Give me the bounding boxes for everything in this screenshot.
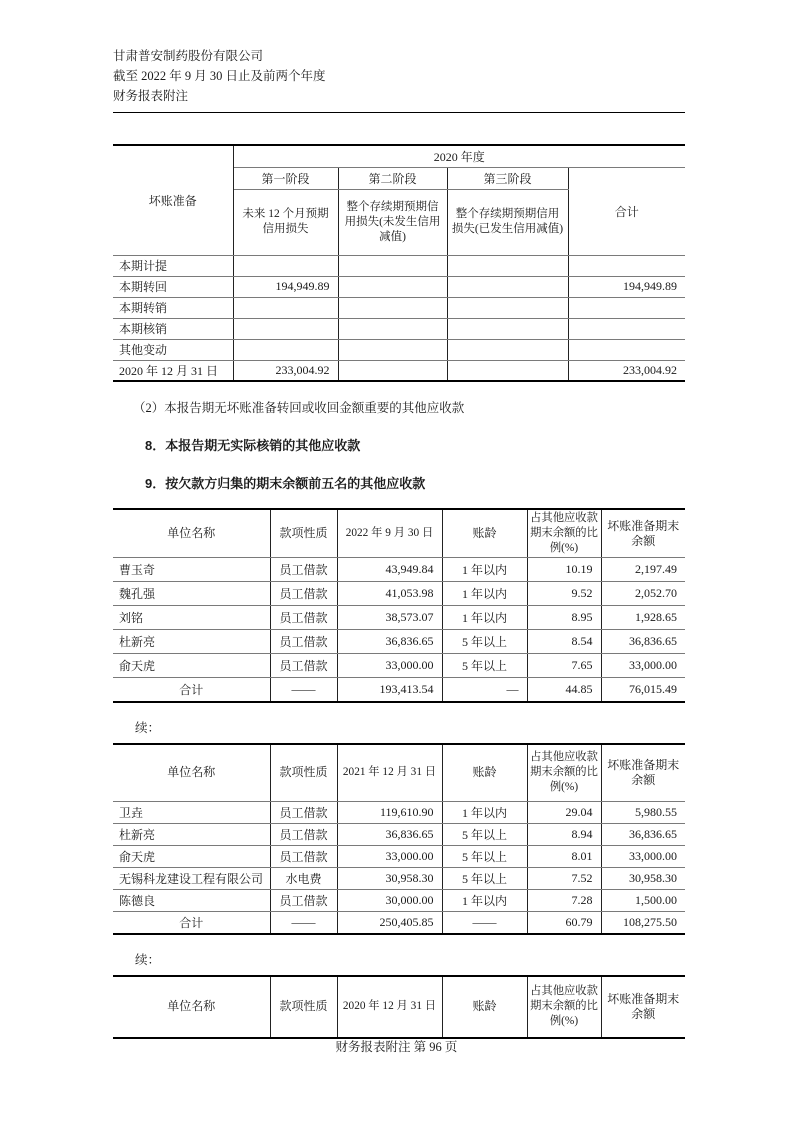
table-cell: 5 年以上 xyxy=(442,868,527,890)
column-header: 第三阶段 xyxy=(447,167,568,189)
year-header: 2020 年度 xyxy=(233,145,685,167)
bad-debt-provision-table xyxy=(113,144,685,382)
table-cell xyxy=(447,318,568,339)
table-row xyxy=(113,339,685,360)
table-row xyxy=(113,606,685,630)
column-header: 第一阶段 xyxy=(233,167,338,189)
table-header-row xyxy=(113,744,685,802)
table-cell xyxy=(338,360,447,381)
col-header-nature: 款项性质 xyxy=(270,509,337,558)
table-cell: 30,958.30 xyxy=(337,868,442,890)
document-title: 财务报表附注 xyxy=(113,89,189,103)
total-column-header: 合计 xyxy=(568,167,685,255)
table-cell: 36,836.65 xyxy=(601,824,685,846)
table-cell: 5,980.55 xyxy=(601,802,685,824)
col-header-unit-name: 单位名称 xyxy=(113,744,270,802)
col-header-provision: 坏账准备期末余额 xyxy=(601,976,685,1038)
table-cell: 2,052.70 xyxy=(601,582,685,606)
table-row xyxy=(113,276,685,297)
col-header-percent: 占其他应收款期末余额的比例(%) xyxy=(527,509,601,558)
table-cell: 杜新亮 xyxy=(113,630,270,654)
table-cell: 33,000.00 xyxy=(601,846,685,868)
table-cell: 陈德良 xyxy=(113,890,270,912)
table-cell: 1 年以内 xyxy=(442,802,527,824)
table-cell: 233,004.92 xyxy=(233,360,338,381)
table-cell: 7.65 xyxy=(527,654,601,678)
table-cell xyxy=(233,339,338,360)
row-label: 本期转销 xyxy=(113,297,233,318)
table-cell: 无锡科龙建设工程有限公司 xyxy=(113,868,270,890)
table-cell: 员工借款 xyxy=(270,802,337,824)
col-header-aging: 账龄 xyxy=(442,509,527,558)
table-cell: 5 年以上 xyxy=(442,630,527,654)
table-cell xyxy=(447,339,568,360)
top5-table-2020 xyxy=(113,975,685,1039)
table-header-row xyxy=(113,976,685,1038)
table-cell: 1 年以内 xyxy=(442,606,527,630)
column-header: 第二阶段 xyxy=(338,167,447,189)
table-cell: 7.28 xyxy=(527,890,601,912)
column-header: 整个存续期预期信用损失(未发生信用减值) xyxy=(338,189,447,255)
row-label: 其他变动 xyxy=(113,339,233,360)
table-row xyxy=(113,802,685,824)
table-cell: 员工借款 xyxy=(270,890,337,912)
col-header-percent: 占其他应收款期末余额的比例(%) xyxy=(527,976,601,1038)
table-cell: 60.79 xyxy=(527,912,601,934)
note-no-reversal: （2）本报告期无坏账准备转回或收回金额重要的其他应收款 xyxy=(133,401,465,415)
table-cell: 杜新亮 xyxy=(113,824,270,846)
table-cell: 9.52 xyxy=(527,582,601,606)
col-header-date: 2022 年 9 月 30 日 xyxy=(337,509,442,558)
table-cell: 1,928.65 xyxy=(601,606,685,630)
table-row xyxy=(113,890,685,912)
table-cell: 员工借款 xyxy=(270,654,337,678)
table-cell: 刘铭 xyxy=(113,606,270,630)
table-cell: 魏孔强 xyxy=(113,582,270,606)
table-row xyxy=(113,654,685,678)
total-row xyxy=(113,678,685,702)
table-cell: 194,949.89 xyxy=(568,276,685,297)
table-cell: 员工借款 xyxy=(270,824,337,846)
table-cell: —— xyxy=(270,912,337,934)
report-period: 截至 2022 年 9 月 30 日止及前两个年度 xyxy=(113,69,326,83)
table-cell xyxy=(447,360,568,381)
table-cell: 44.85 xyxy=(527,678,601,702)
row-label: 本期核销 xyxy=(113,318,233,339)
heading-8: 8．本报告期无实际核销的其他应收款 xyxy=(145,438,361,453)
table-cell: 曹玉奇 xyxy=(113,558,270,582)
table-cell: 5 年以上 xyxy=(442,654,527,678)
table-cell: 30,000.00 xyxy=(337,890,442,912)
table-cell: 俞天虎 xyxy=(113,846,270,868)
table-cell xyxy=(233,255,338,276)
table-row xyxy=(113,824,685,846)
col-header-nature: 款项性质 xyxy=(270,976,337,1038)
table-row xyxy=(113,145,685,167)
top5-table-2022 xyxy=(113,508,685,703)
table-cell: 108,275.50 xyxy=(601,912,685,934)
table-cell: 5 年以上 xyxy=(442,824,527,846)
table-cell: 36,836.65 xyxy=(601,630,685,654)
table-cell: 33,000.00 xyxy=(337,846,442,868)
table-row xyxy=(113,846,685,868)
continuation-label: 续： xyxy=(135,952,161,967)
col-header-provision: 坏账准备期末余额 xyxy=(601,509,685,558)
table-row xyxy=(113,558,685,582)
col-header-aging: 账龄 xyxy=(442,744,527,802)
table-cell: 员工借款 xyxy=(270,582,337,606)
col-header-unit-name: 单位名称 xyxy=(113,509,270,558)
table-cell xyxy=(338,255,447,276)
col-header-percent: 占其他应收款期末余额的比例(%) xyxy=(527,744,601,802)
table-cell: 8.01 xyxy=(527,846,601,868)
table-cell: 8.95 xyxy=(527,606,601,630)
table-cell: 卫垚 xyxy=(113,802,270,824)
table-cell: —— xyxy=(442,912,527,934)
table-cell: 193,413.54 xyxy=(337,678,442,702)
table-cell xyxy=(568,255,685,276)
table-cell: 41,053.98 xyxy=(337,582,442,606)
table-cell: 36,836.65 xyxy=(337,824,442,846)
table-row xyxy=(113,318,685,339)
table-cell xyxy=(338,276,447,297)
table-row xyxy=(113,255,685,276)
table-cell xyxy=(338,297,447,318)
table-cell xyxy=(447,255,568,276)
table-cell: 233,004.92 xyxy=(568,360,685,381)
table-cell xyxy=(568,339,685,360)
continuation-label: 续： xyxy=(135,720,161,735)
table-cell: 员工借款 xyxy=(270,558,337,582)
page-footer: 财务报表附注 第 96 页 xyxy=(335,1040,458,1054)
table-cell xyxy=(568,318,685,339)
row-label: 本期计提 xyxy=(113,255,233,276)
table-row xyxy=(113,360,685,381)
table-cell: 30,958.30 xyxy=(601,868,685,890)
table-cell: 7.52 xyxy=(527,868,601,890)
table-cell: 33,000.00 xyxy=(601,654,685,678)
table-row xyxy=(113,868,685,890)
table-cell: — xyxy=(442,678,527,702)
table-cell xyxy=(338,318,447,339)
column-header: 整个存续期预期信用损失(已发生信用减值) xyxy=(447,189,568,255)
col-header-unit-name: 单位名称 xyxy=(113,976,270,1038)
table-header-row xyxy=(113,509,685,558)
table-cell xyxy=(233,318,338,339)
table-cell: 10.19 xyxy=(527,558,601,582)
table-cell: 俞天虎 xyxy=(113,654,270,678)
table-cell xyxy=(233,297,338,318)
table-cell: 194,949.89 xyxy=(233,276,338,297)
table-cell: 38,573.07 xyxy=(337,606,442,630)
table-cell: 33,000.00 xyxy=(337,654,442,678)
table-cell: 5 年以上 xyxy=(442,846,527,868)
table-cell: 1,500.00 xyxy=(601,890,685,912)
row-label: 本期转回 xyxy=(113,276,233,297)
table-cell: 76,015.49 xyxy=(601,678,685,702)
total-row xyxy=(113,912,685,934)
table-cell: 8.54 xyxy=(527,630,601,654)
table-cell: 1 年以内 xyxy=(442,558,527,582)
table-cell: 合计 xyxy=(113,678,270,702)
column-header: 未来 12 个月预期信用损失 xyxy=(233,189,338,255)
table-row xyxy=(113,630,685,654)
table-cell xyxy=(568,297,685,318)
table-cell: 员工借款 xyxy=(270,606,337,630)
heading-9: 9．按欠款方归集的期末余额前五名的其他应收款 xyxy=(145,476,426,491)
table-cell: 1 年以内 xyxy=(442,890,527,912)
col-header-nature: 款项性质 xyxy=(270,744,337,802)
table-cell: 2,197.49 xyxy=(601,558,685,582)
table-cell: 29.04 xyxy=(527,802,601,824)
table-cell xyxy=(338,339,447,360)
top5-table-2021 xyxy=(113,743,685,935)
table-cell xyxy=(447,276,568,297)
table-cell: 合计 xyxy=(113,912,270,934)
table-cell: 250,405.85 xyxy=(337,912,442,934)
table-cell: 1 年以内 xyxy=(442,582,527,606)
table-cell: 43,949.84 xyxy=(337,558,442,582)
col-header-provision: 坏账准备期末余额 xyxy=(601,744,685,802)
table-row xyxy=(113,582,685,606)
table-cell: 水电费 xyxy=(270,868,337,890)
table-cell: 员工借款 xyxy=(270,846,337,868)
company-name: 甘肃普安制药股份有限公司 xyxy=(113,49,264,63)
col-header-date: 2021 年 12 月 31 日 xyxy=(337,744,442,802)
row-label: 2020 年 12 月 31 日 xyxy=(113,360,233,381)
table-cell: 119,610.90 xyxy=(337,802,442,824)
document-header xyxy=(113,0,685,106)
table-cell xyxy=(447,297,568,318)
corner-header: 坏账准备 xyxy=(113,145,233,255)
table-cell: 8.94 xyxy=(527,824,601,846)
header-rule xyxy=(113,112,685,113)
col-header-date: 2020 年 12 月 31 日 xyxy=(337,976,442,1038)
table-cell: 36,836.65 xyxy=(337,630,442,654)
table-cell: 员工借款 xyxy=(270,630,337,654)
col-header-aging: 账龄 xyxy=(442,976,527,1038)
table-row xyxy=(113,297,685,318)
table-cell: —— xyxy=(270,678,337,702)
